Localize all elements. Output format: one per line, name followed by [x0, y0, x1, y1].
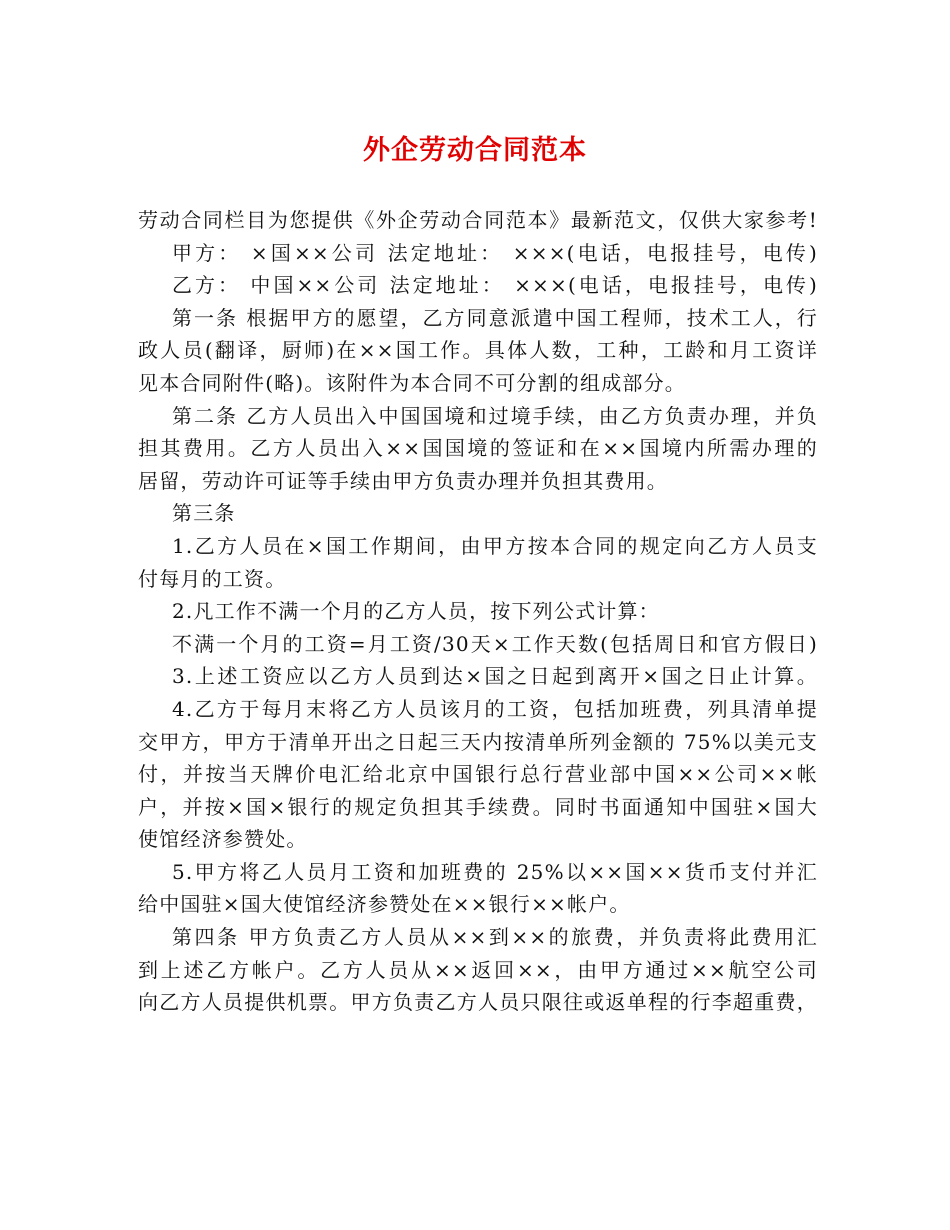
document-title: 外企劳动合同范本: [363, 135, 587, 166]
body-line: 2.凡工作不满一个月的乙方人员，按下列公式计算：: [172, 599, 660, 624]
body-line: 付，并按当天牌价电汇给北京中国银行总行营业部中国××公司××帐: [138, 762, 818, 787]
body-line: 到上述乙方帐户。乙方人员从××返回××，由甲方通过××航空公司: [138, 957, 818, 982]
body-line: 居留，劳动许可证等手续由甲方负责办理并负担其费用。: [138, 468, 668, 493]
body-line: 第一条 根据甲方的愿望，乙方同意派遣中国工程师，技术工人，行: [172, 305, 818, 330]
body-line: 给中国驻×国大使馆经济参赞处在××银行××帐户。: [138, 892, 631, 917]
body-line: 向乙方人员提供机票。甲方负责乙方人员只限往或返单程的行李超重费，: [138, 990, 818, 1015]
body-line: 交甲方，甲方于清单开出之日起三天内按清单所列金额的 75%以美元支: [138, 729, 818, 754]
body-line: 5.甲方将乙人员月工资和加班费的 25%以××国××货币支付并汇: [172, 859, 818, 884]
body-line: 不满一个月的工资=月工资/30天×工作天数(包括周日和官方假日): [172, 631, 818, 656]
body-line: 劳动合同栏目为您提供《外企劳动合同范本》最新范文，仅供大家参考!: [138, 208, 818, 232]
body-line: 使馆经济参赞处。: [138, 827, 308, 852]
body-line: 4.乙方于每月末将乙方人员该月的工资，包括加班费，列具清单提: [172, 696, 818, 721]
document-body: [138, 204, 818, 1019]
body-line: 见本合同附件(略)。该附件为本合同不可分割的组成部分。: [138, 370, 687, 395]
body-line: 乙方： 中国××公司 法定地址： ×××(电话，电报挂号，电传): [172, 273, 818, 298]
body-line: 政人员(翻译，厨师)在××国工作。具体人数，工种，工龄和月工资详: [138, 338, 818, 363]
body-line: 担其费用。乙方人员出入××国国境的签证和在××国境内所需办理的: [138, 436, 818, 461]
body-line: 1.乙方人员在×国工作期间，由甲方按本合同的规定向乙方人员支: [172, 533, 818, 558]
body-line: 3.上述工资应以乙方人员到达×国之日起到离开×国之日止计算。: [172, 664, 818, 689]
body-line: 第二条 乙方人员出入中国国境和过境手续，由乙方负责办理，并负: [172, 403, 818, 428]
body-line: 第三条: [172, 501, 236, 526]
body-line: 付每月的工资。: [138, 566, 287, 591]
body-line: 甲方： ×国××公司 法定地址： ×××(电话，电报挂号，电传): [172, 240, 818, 265]
body-line: 第四条 甲方负责乙方人员从××到××的旅费，并负责将此费用汇: [172, 925, 818, 950]
body-line: 户，并按×国×银行的规定负担其手续费。同时书面通知中国驻×国大: [138, 794, 818, 819]
